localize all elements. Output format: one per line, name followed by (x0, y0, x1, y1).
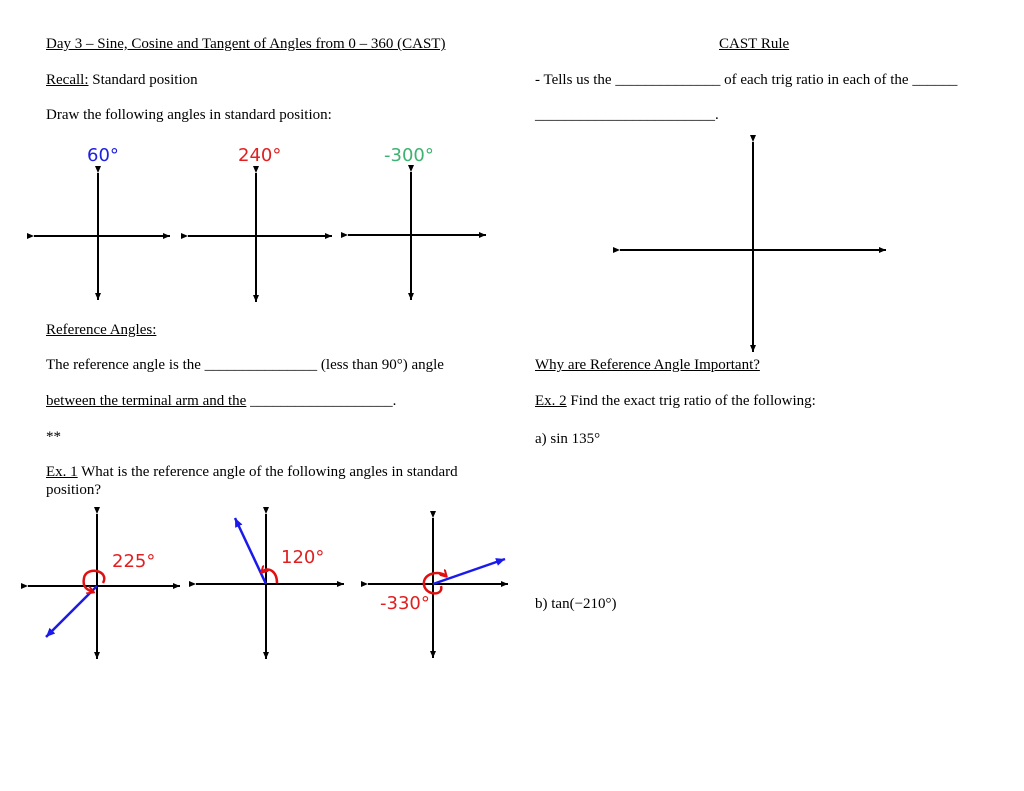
worksheet-title: Day 3 – Sine, Cosine and Tangent of Angles from 0 – 360 (CAST) (46, 36, 446, 52)
angle-label-240: 240° (238, 145, 282, 166)
part-a: a) sin 135° (535, 431, 601, 447)
reference-line2-underlined: between the terminal arm and the (46, 393, 247, 409)
axes-cast (620, 142, 886, 352)
reference-definition-line2 (46, 392, 396, 410)
tells-line-1: - Tells us the ______________ of each trig ratio in each of the ______ (535, 72, 958, 88)
cast-rule-heading: CAST Rule (719, 36, 790, 52)
ex1-line2: position? (46, 482, 101, 498)
reference-line2-rest: ___________________. (246, 393, 397, 409)
ex1-text: What is the reference angle of the following angles in standard (77, 464, 458, 480)
ex2-label: Ex. 2 (535, 393, 567, 409)
axes-draw-240 (188, 173, 332, 302)
part-b: b) tan(−210°) (535, 596, 617, 612)
why-heading: Why are Reference Angle Important? (535, 357, 760, 373)
ex1-label-120: 120° (281, 547, 325, 568)
recall-label: Recall: (46, 72, 89, 88)
angle-label-60: 60° (87, 145, 119, 166)
axes-draw-neg300 (348, 172, 486, 300)
axes-ex1-225 (28, 514, 180, 659)
axes-ex1-neg330 (368, 518, 508, 658)
axes-ex1-120 (196, 514, 344, 659)
ex2-text: Find the exact trig ratio of the following: (566, 393, 816, 409)
recall-text: Standard position (88, 72, 198, 88)
reference-definition-line1: The reference angle is the _______________ (less than 90°) angle (46, 357, 444, 373)
ex1-line1 (46, 463, 458, 481)
stars-note: ** (46, 429, 61, 445)
draw-instruction: Draw the following angles in standard position: (46, 107, 332, 123)
ex1-label-neg330: -330° (380, 593, 430, 614)
axes-draw-60 (34, 173, 170, 300)
ex2-line (535, 392, 816, 410)
terminal-arm-120 (235, 518, 266, 584)
ex1-label-225: 225° (112, 551, 156, 572)
tells-line-2: ________________________. (535, 107, 719, 123)
terminal-arm-neg330 (433, 559, 505, 584)
reference-angles-heading: Reference Angles: (46, 322, 157, 338)
ex1-label: Ex. 1 (46, 464, 78, 480)
angle-label-neg300: -300° (384, 145, 434, 166)
terminal-arm-225 (46, 586, 97, 637)
